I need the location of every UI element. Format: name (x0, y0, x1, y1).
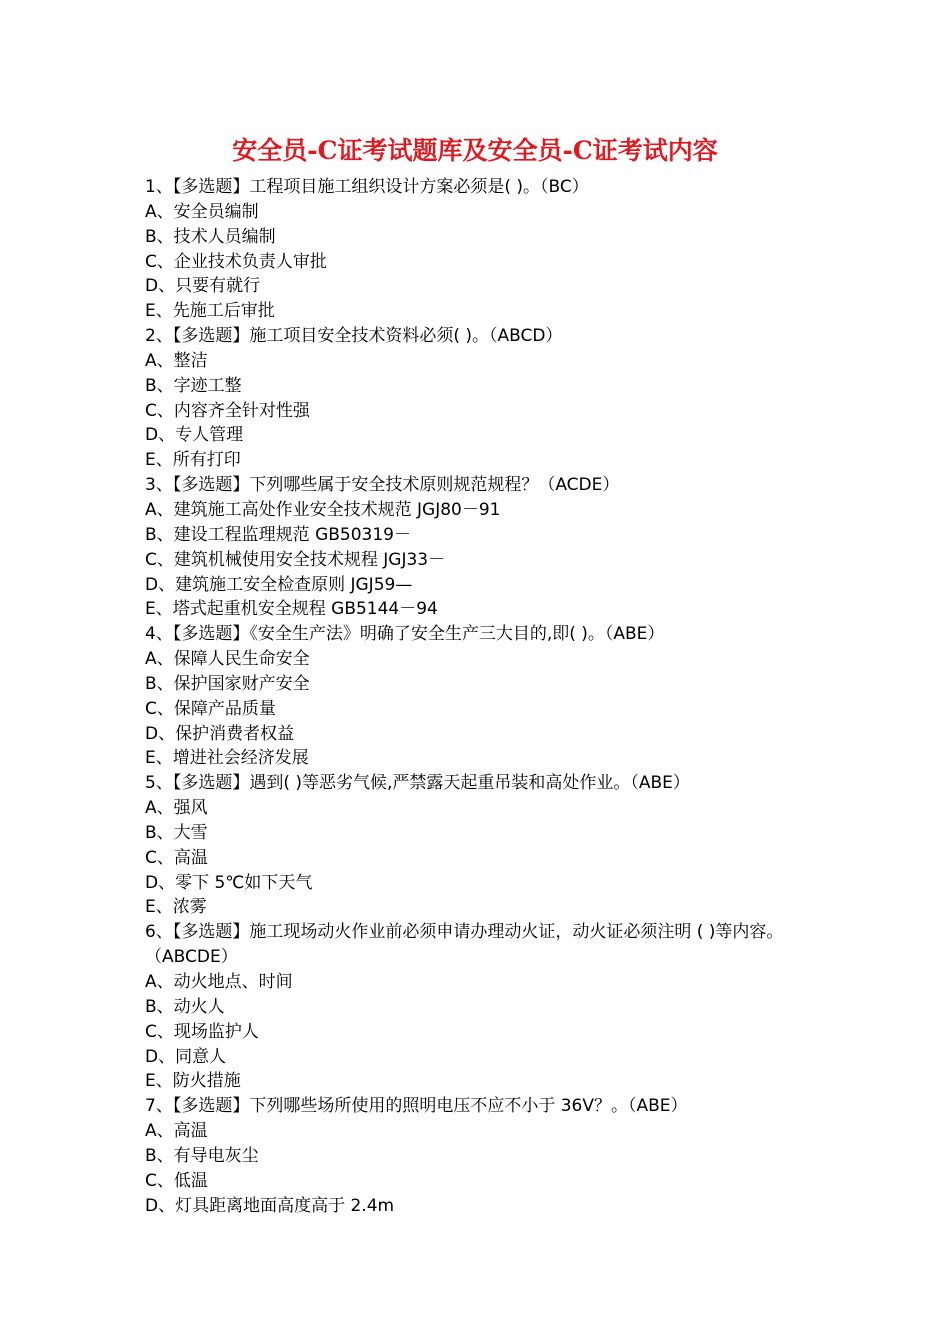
question-stem: 5、【多选题】遇到( )等恶劣气候,严禁露天起重吊装和高处作业。（ABE） (145, 773, 690, 794)
option-b: B、建设工程监理规范 GB50319－ (145, 524, 411, 545)
document-title: 安全员-C证考试题库及安全员-C证考试内容 (232, 136, 718, 165)
question-stem: 4、【多选题】《安全生产法》明确了安全生产三大目的,即( )。（ABE） (145, 624, 665, 645)
question-3 (145, 473, 815, 622)
question-5 (145, 771, 815, 920)
option-d: D、只要有就行 (145, 276, 261, 297)
question-stem: 6、【多选题】施工现场动火作业前必须申请办理动火证，动火证必须注明 ( )等内容。（ABCDE） (145, 922, 784, 968)
option-b: B、动火人 (145, 996, 225, 1017)
option-c: C、高温 (145, 847, 208, 868)
option-d: D、建筑施工安全检查原则 JGJ59— (145, 574, 413, 595)
option-a: A、整洁 (145, 350, 208, 371)
option-a: A、高温 (145, 1121, 208, 1142)
option-e: E、增进社会经济发展 (145, 748, 309, 769)
option-b: B、大雪 (145, 822, 208, 843)
question-4 (145, 622, 815, 771)
option-c: C、内容齐全针对性强 (145, 400, 310, 421)
option-a: A、建筑施工高处作业安全技术规范 JGJ80－91 (145, 499, 501, 520)
option-c: C、现场监护人 (145, 1021, 259, 1042)
question-1 (145, 175, 815, 324)
question-list (145, 175, 815, 1218)
question-stem: 7、【多选题】下列哪些场所使用的照明电压不应不小于 36V？。（ABE） (145, 1096, 688, 1117)
option-d: D、保护消费者权益 (145, 723, 295, 744)
option-a: A、强风 (145, 798, 208, 819)
option-b: B、技术人员编制 (145, 226, 276, 247)
option-d: D、专人管理 (145, 425, 244, 446)
option-b: B、保护国家财产安全 (145, 673, 310, 694)
question-6 (145, 920, 815, 1094)
option-d: D、灯具距离地面高度高于 2.4m (145, 1195, 395, 1216)
question-2 (145, 324, 815, 473)
question-stem: 2、【多选题】施工项目安全技术资料必须( )。（ABCD） (145, 326, 563, 347)
question-stem: 1、【多选题】工程项目施工组织设计方案必须是( )。（BC） (145, 177, 589, 197)
option-b: B、有导电灰尘 (145, 1145, 259, 1166)
option-c: C、企业技术负责人审批 (145, 251, 327, 272)
option-e: E、塔式起重机安全规程 GB5144－94 (145, 599, 438, 620)
option-a: A、保障人民生命安全 (145, 649, 310, 670)
option-c: C、保障产品质量 (145, 698, 276, 719)
question-7 (145, 1094, 815, 1218)
option-e: E、先施工后审批 (145, 301, 275, 322)
option-c: C、建筑机械使用安全技术规程 JGJ33－ (145, 549, 446, 570)
option-a: A、安全员编制 (145, 201, 259, 222)
option-c: C、低温 (145, 1170, 208, 1191)
option-e: E、所有打印 (145, 450, 241, 471)
option-a: A、动火地点、时间 (145, 972, 293, 992)
option-d: D、同意人 (145, 1046, 227, 1067)
option-e: E、防火措施 (145, 1071, 241, 1092)
question-stem: 3、【多选题】下列哪些属于安全技术原则规范规程？（ACDE） (145, 475, 620, 496)
option-d: D、零下 5℃如下天气 (145, 872, 313, 893)
option-b: B、字迹工整 (145, 375, 242, 396)
option-e: E、浓雾 (145, 897, 207, 918)
